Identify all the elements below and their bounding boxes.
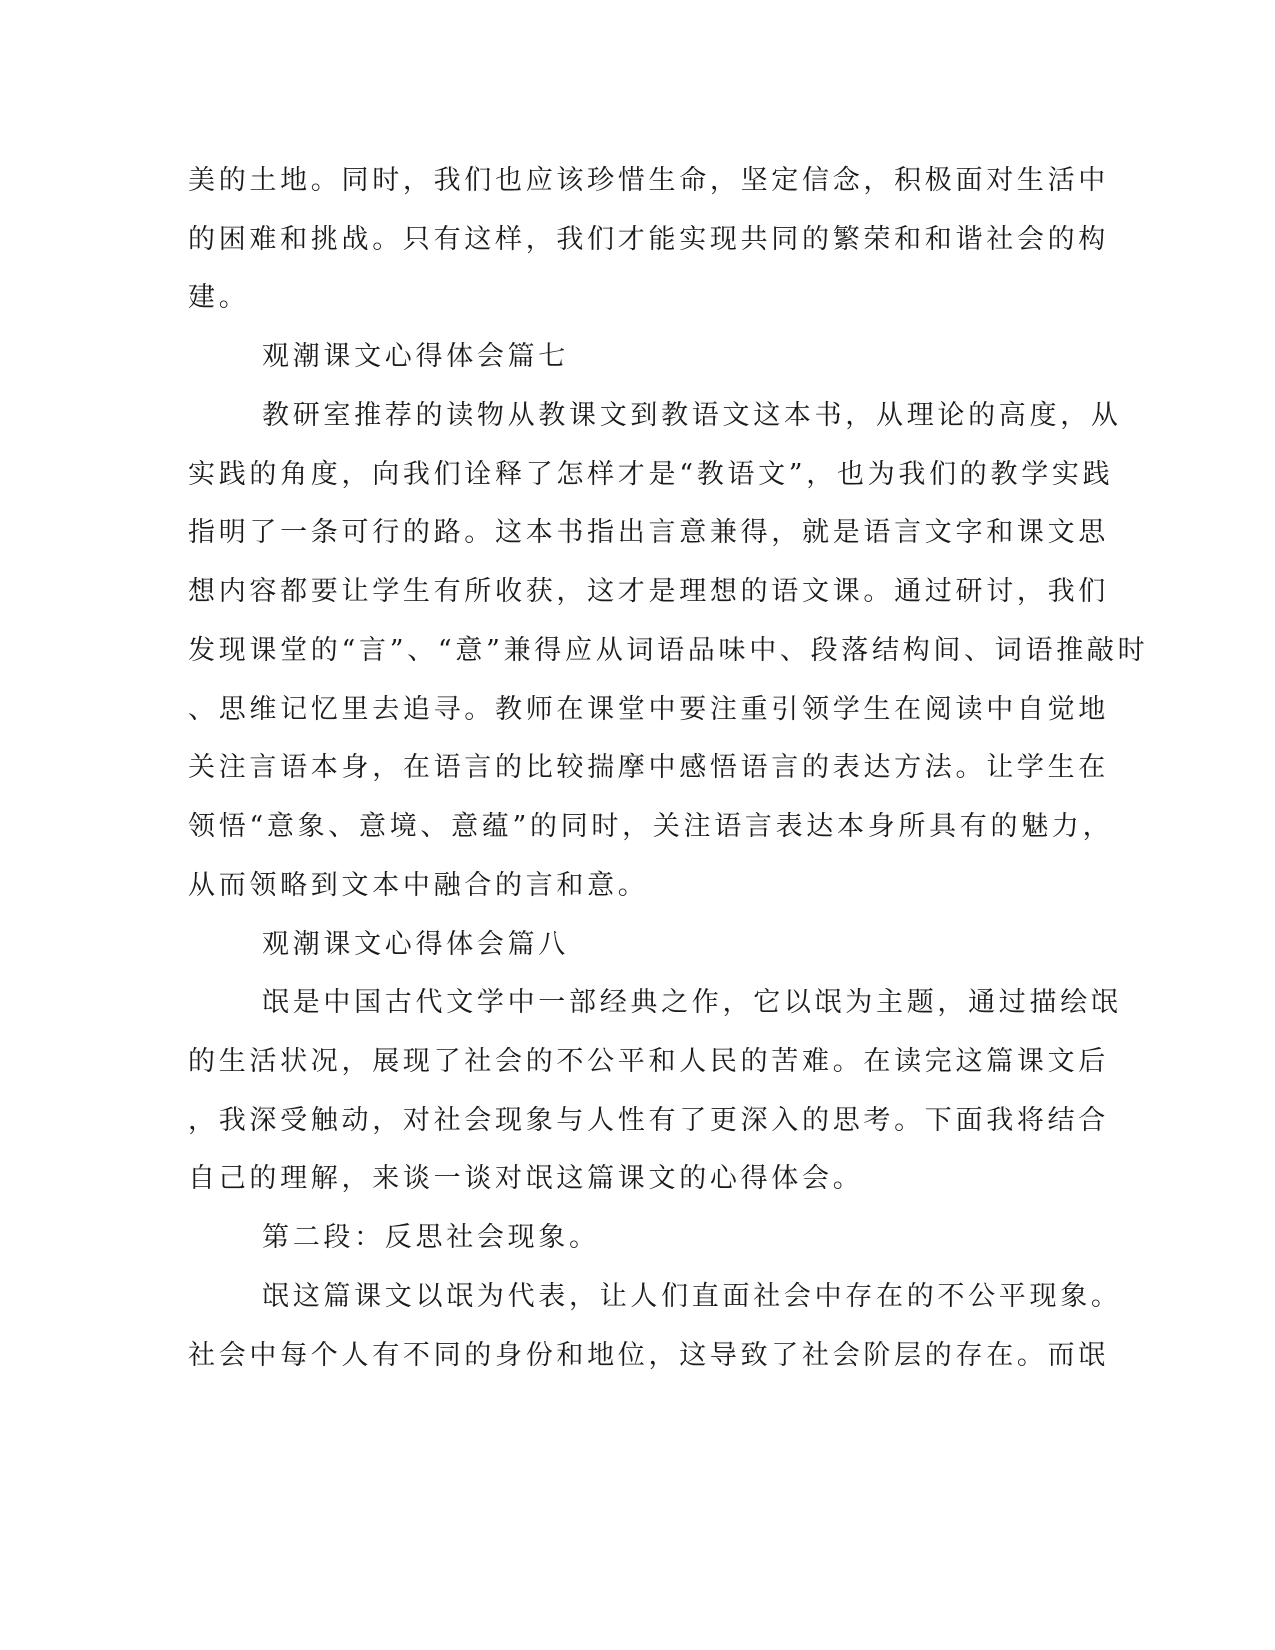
body-line: 从而领略到文本中融合的言和意。 xyxy=(188,870,649,901)
section-subheading: 第二段：反思社会现象。 xyxy=(262,1222,600,1253)
body-line: 、思维记忆里去追寻。教师在课堂中要注重引领学生在阅读中自觉地 xyxy=(188,694,1109,725)
body-line: 实践的角度，向我们诠释了怎样才是“教语文”，也为我们的教学实践 xyxy=(188,459,1114,490)
body-line: 关注言语本身，在语言的比较揣摩中感悟语言的表达方法。让学生在 xyxy=(188,752,1109,783)
body-line: 自己的理解，来谈一谈对氓这篇课文的心得体会。 xyxy=(188,1163,864,1194)
body-line: 建。 xyxy=(188,282,250,313)
body-line: 的困难和挑战。只有这样，我们才能实现共同的繁荣和和谐社会的构 xyxy=(188,224,1109,255)
section-heading: 观潮课文心得体会篇七 xyxy=(262,341,569,372)
body-line: ，我深受触动，对社会现象与人性有了更深入的思考。下面我将结合 xyxy=(188,1105,1109,1136)
body-line: 指明了一条可行的路。这本书指出言意兼得，就是语言文字和课文思 xyxy=(188,517,1109,548)
body-line: 美的土地。同时，我们也应该珍惜生命，坚定信念，积极面对生活中 xyxy=(188,165,1109,196)
paragraph-first-line: 教研室推荐的读物从教课文到教语文这本书，从理论的高度，从 xyxy=(262,400,1122,431)
body-line: 想内容都要让学生有所收获，这才是理想的语文课。通过研讨，我们 xyxy=(188,576,1109,607)
body-line: 的生活状况，展现了社会的不公平和人民的苦难。在读完这篇课文后 xyxy=(188,1046,1109,1077)
paragraph-first-line: 氓是中国古代文学中一部经典之作，它以氓为主题，通过描绘氓 xyxy=(262,987,1122,1018)
paragraph-first-line: 氓这篇课文以氓为代表，让人们直面社会中存在的不公平现象。 xyxy=(262,1281,1122,1312)
body-line: 发现课堂的“言”、“意”兼得应从词语品味中、段落结构间、词语推敲时 xyxy=(188,635,1149,666)
body-line: 社会中每个人有不同的身份和地位，这导致了社会阶层的存在。而氓 xyxy=(188,1340,1109,1371)
section-heading: 观潮课文心得体会篇八 xyxy=(262,929,569,960)
body-line: 领悟“意象、意境、意蕴”的同时，关注语言表达本身所具有的魅力， xyxy=(188,811,1114,842)
